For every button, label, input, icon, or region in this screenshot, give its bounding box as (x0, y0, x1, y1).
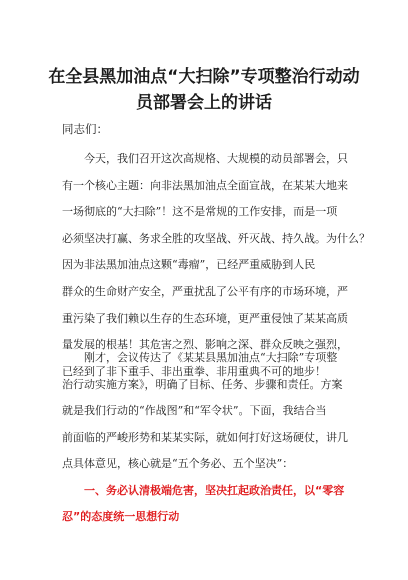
heading-line: 一、务必认清极端危害，坚决扛起政治责任，以“零容 (62, 484, 345, 497)
paragraph-2 (62, 345, 352, 478)
paragraph-line: 治行动实施方案》，明确了目标、任务、步骤和责任。方案 (62, 377, 343, 391)
document-title (0, 64, 408, 116)
paragraph-line: 已经到了非下重手、非出重拳、非用重典不可的地步！ (62, 364, 326, 378)
title-line-2: 员部署会上的讲话 (136, 93, 272, 113)
paragraph-line: 点具体意见，核心就是“五个务必、五个坚决”： (62, 457, 294, 471)
paragraph-line: 必须坚决打赢、务求全胜的攻坚战、歼灭战、持久战。为什么？ (62, 231, 370, 245)
paragraph-line: 就是我们行动的“作战图”和“军令状”。下面，我结合当 (62, 404, 327, 418)
title-line-1: 在全县黑加油点“大扫除”专项整治行动动 (48, 67, 360, 87)
paragraph-line: 量发展的根基！其危害之烈、影响之深、群众反映之强烈， (62, 338, 348, 352)
paragraph-line: 群众的生命财产安全，严重扰乱了公平有序的市场环境，严 (62, 284, 348, 298)
paragraph-line: 前面临的严峻形势和某某实际，就如何打好这场硬仗，讲几 (62, 430, 348, 444)
salutation: 同志们： (62, 122, 108, 136)
section-heading-1 (62, 478, 352, 530)
paragraph-line: 有一个核心主题：向非法黑加油点全面宣战，在某某大地来 (62, 178, 348, 192)
paragraph-line: 刚才，会议传达了《某某县黑加油点“大扫除”专项整 (62, 351, 338, 364)
paragraph-line: 一场彻底的“大扫除”！这不是常规的工作安排，而是一项 (62, 205, 338, 219)
paragraph-line: 因为非法黑加油点这颗“毒瘤”，已经严重威胁到人民 (62, 258, 316, 272)
heading-line: 忍”的态度统一思想行动 (62, 510, 180, 523)
paragraph-line: 重污染了我们赖以生存的生态环境，更严重侵蚀了某某高质 (62, 311, 348, 325)
paragraph-line: 今天，我们召开这次高规格、大规模的动员部署会，只 (62, 152, 348, 165)
